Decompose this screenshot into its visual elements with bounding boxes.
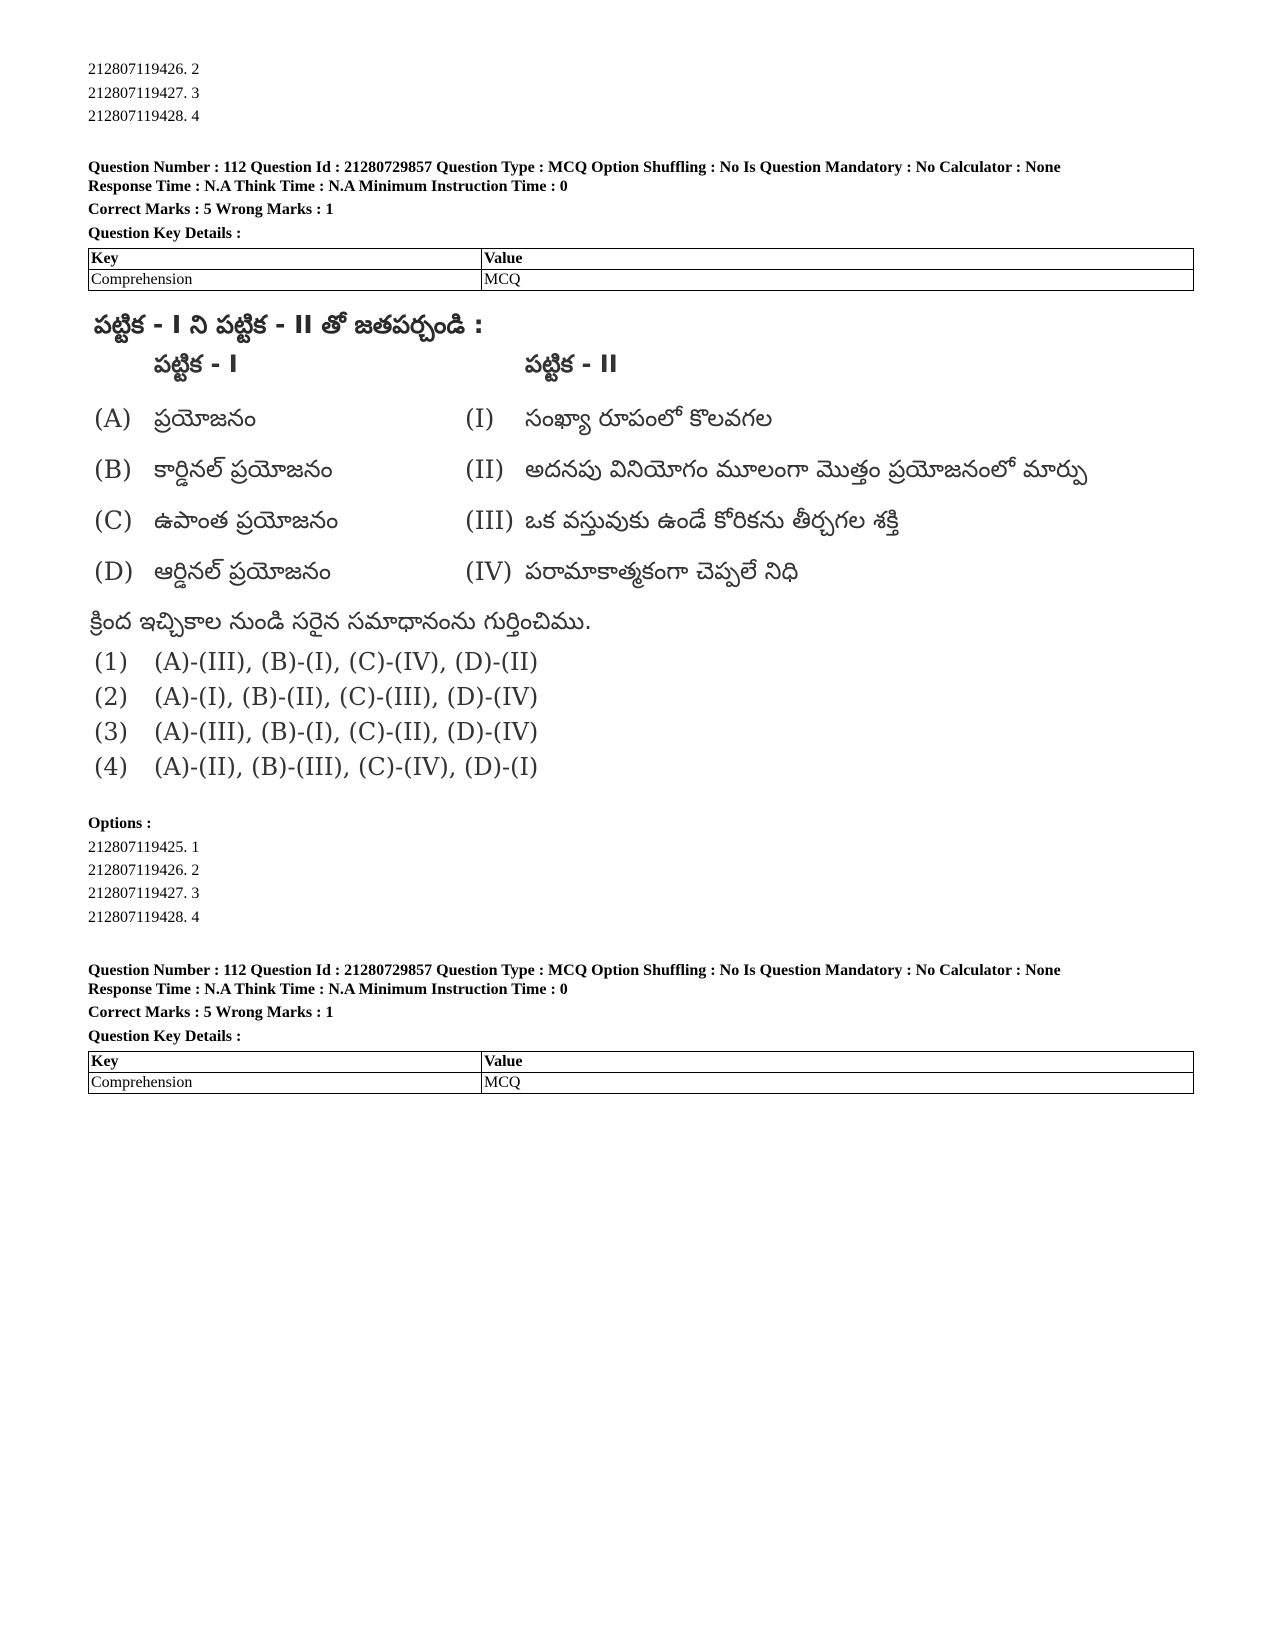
prev-option-3: 212807119428. 4 (88, 108, 200, 125)
question-meta-line2: Response Time : N.A Think Time : N.A Minimum Instruction Time : 0 (88, 178, 568, 195)
list1-item-c: ఉపాంత ప్రయోజనం (154, 506, 339, 534)
question-heading: పట్టిక - I ని పట్టిక - II తో జతపర్చండి : (94, 310, 484, 339)
list2-label-i: (I) (465, 404, 495, 433)
choice-number-4: (4) (94, 753, 128, 781)
options-label: Options : (88, 815, 152, 832)
key-details-table (88, 248, 1194, 291)
list2-item-iv: పరామాకాత్మకంగా చెప్పలే నిధి (525, 557, 799, 585)
question-meta-line1: Question Number : 112 Question Id : 21280729857 Question Type : MCQ Option Shuffling : No Is Question Mandatory : No Calculator : None (88, 159, 1061, 176)
question2-key-details-table (88, 1051, 1194, 1094)
list2-label-iv: (IV) (465, 557, 513, 586)
choice-number-1: (1) (94, 648, 128, 676)
list1-label-c: (C) (94, 506, 133, 535)
list1-label-b: (B) (94, 455, 132, 484)
list1-item-a: ప్రయోజనం (154, 404, 257, 432)
list1-label-a: (A) (94, 404, 132, 433)
list2-label-iii: (III) (465, 506, 515, 535)
question2-marks: Correct Marks : 5 Wrong Marks : 1 (88, 1004, 334, 1021)
list2-item-ii: అదనపు వినియోగం మూలంగా మొత్తం ప్రయోజనంలో మార్పు (525, 455, 1088, 483)
question-marks: Correct Marks : 5 Wrong Marks : 1 (88, 201, 334, 218)
table-row (89, 1073, 1194, 1094)
value-cell: MCQ (482, 1073, 1194, 1094)
choice-number-2: (2) (94, 683, 128, 711)
list2-label-ii: (II) (465, 455, 505, 484)
value-header: Value (482, 249, 1194, 270)
prev-option-2: 212807119427. 3 (88, 85, 200, 102)
choice-text-4: (A)-(II), (B)-(III), (C)-(IV), (D)-(I) (154, 753, 539, 781)
table-header-row (89, 249, 1194, 270)
list2-header: పట్టిక - II (525, 350, 618, 378)
option-4: 212807119428. 4 (88, 909, 200, 926)
value-header: Value (482, 1052, 1194, 1073)
list1-header: పట్టిక - I (154, 350, 238, 378)
option-1: 212807119425. 1 (88, 839, 200, 856)
question-image (88, 310, 1178, 830)
key-header: Key (89, 1052, 482, 1073)
list1-item-b: కార్డినల్ ప్రయోజనం (154, 455, 333, 483)
list2-item-i: సంఖ్యా రూపంలో కొలవగల (525, 404, 773, 432)
table-header-row (89, 1052, 1194, 1073)
question2-meta-line2: Response Time : N.A Think Time : N.A Minimum Instruction Time : 0 (88, 981, 568, 998)
list1-item-d: ఆర్డినల్ ప్రయోజనం (154, 557, 332, 585)
option-2: 212807119426. 2 (88, 862, 200, 879)
key-header: Key (89, 249, 482, 270)
prev-option-1: 212807119426. 2 (88, 61, 200, 78)
table-row (89, 270, 1194, 291)
choice-text-2: (A)-(I), (B)-(II), (C)-(III), (D)-(IV) (154, 683, 539, 711)
key-cell: Comprehension (89, 1073, 482, 1094)
question2-key-details-label: Question Key Details : (88, 1028, 242, 1045)
question2-meta-line1: Question Number : 112 Question Id : 21280729857 Question Type : MCQ Option Shuffling : No Is Question Mandatory : No Calculator : None (88, 962, 1061, 979)
list1-label-d: (D) (94, 557, 134, 586)
list2-item-iii: ఒక వస్తువుకు ఉండే కోరికను తీర్చగల శక్తి (525, 506, 899, 534)
choice-text-3: (A)-(III), (B)-(I), (C)-(II), (D)-(IV) (154, 718, 539, 746)
choice-text-1: (A)-(III), (B)-(I), (C)-(IV), (D)-(II) (154, 648, 539, 676)
option-3: 212807119427. 3 (88, 885, 200, 902)
question-instruction: క్రింద ఇచ్చికాల నుండి సరైన సమాధానంను గుర్తించిము. (90, 607, 592, 635)
choice-number-3: (3) (94, 718, 128, 746)
value-cell: MCQ (482, 270, 1194, 291)
key-details-label: Question Key Details : (88, 225, 242, 242)
key-cell: Comprehension (89, 270, 482, 291)
